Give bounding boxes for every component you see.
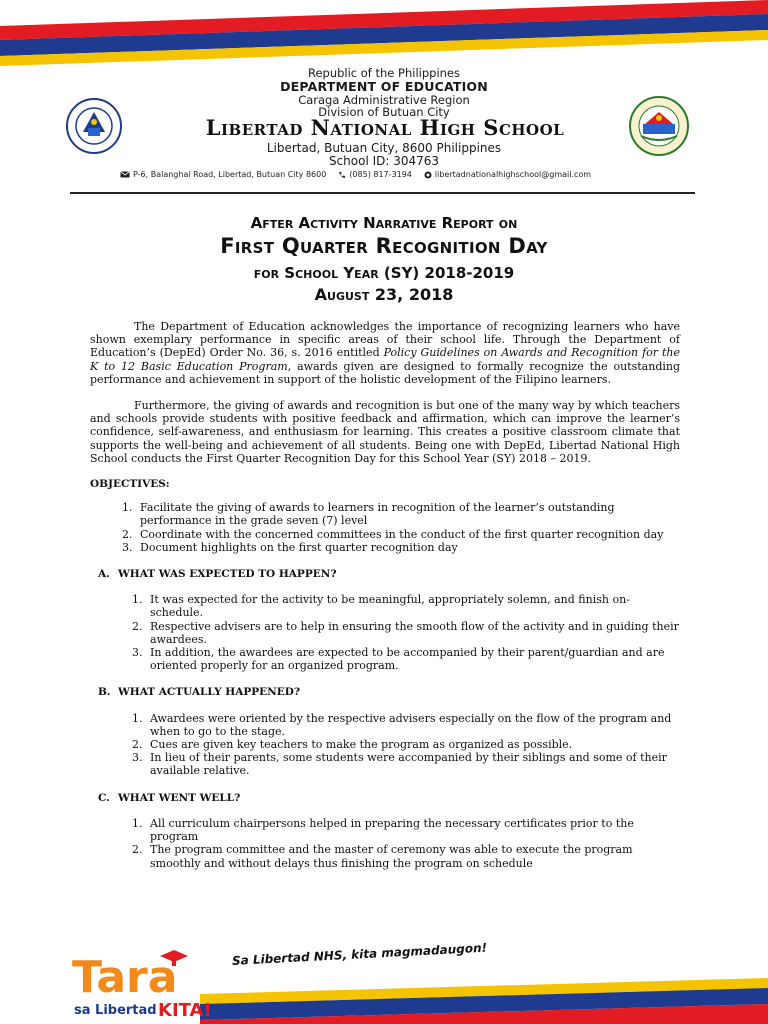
- list-item: 1. Awardees were oriented by the respective advisers especially on the flow of the program and when to go to the stage.: [146, 712, 680, 738]
- logo-big-text: Tara: [72, 952, 178, 1003]
- contact-line: [120, 170, 660, 179]
- list-item: 1. It was expected for the activity to be meaningful, appropriately solemn, and finish on-schedule.: [146, 593, 680, 619]
- contact-email-text: libertadnationalhighschool@gmail.com: [434, 170, 592, 179]
- list-item: 3. In lieu of their parents, some students were accompanied by their siblings and some of their available relative.: [146, 751, 680, 777]
- section-letter: C.: [98, 791, 110, 804]
- section-title: WHAT WENT WELL?: [118, 791, 241, 804]
- section-b-list: [90, 712, 680, 778]
- division-text: Division of Butuan City: [318, 105, 450, 119]
- paragraph-1-part-b: , awards given are designed to formally recognize the outstanding performance and achievement in support of the holistic development of the Filipino learners.: [90, 359, 680, 386]
- contact-address-text: P-6, Balanghai Road, Libertad, Butuan City 8600: [133, 170, 327, 179]
- list-item: 3. In addition, the awardees are expected to be accompanied by their parent/guardian and are oriented properly for an organized program.: [146, 646, 680, 672]
- department-text: DEPARTMENT OF EDUCATION: [280, 79, 488, 94]
- list-item: 2. The program committee and the master of ceremony was able to execute the program smoothly and without delays thus finishing the program on schedule: [146, 843, 680, 869]
- school-name: Libertad National High School: [205, 115, 565, 140]
- section-a-list: [90, 593, 680, 672]
- envelope-icon: [120, 171, 130, 178]
- contact-phone-text: (085) 817-3194: [349, 170, 412, 179]
- section-c-heading: [98, 792, 680, 805]
- section-c-list: [90, 817, 680, 870]
- logo-small-text: sa Libertad: [74, 1003, 157, 1018]
- logo-kita-text: KITA!: [158, 1000, 212, 1020]
- report-title-date: August 23, 2018: [314, 285, 454, 304]
- paragraph-1-italic: Policy Guidelines on Awards and Recognition for the K to 12 Basic Education Program: [90, 346, 680, 373]
- section-letter: B.: [98, 686, 111, 699]
- email-at-icon: [424, 171, 432, 179]
- list-item: 1. Facilitate the giving of awards to learners in recognition of the learner’s outstanding performance in the grade seven (7) level: [136, 501, 680, 527]
- contact-address: [120, 170, 326, 179]
- report-title-line1: After Activity Narrative Report on: [250, 214, 518, 232]
- list-item: 1. All curriculum chairpersons helped in preparing the necessary certificates prior to the program: [146, 817, 680, 843]
- section-title: WHAT WAS EXPECTED TO HAPPEN?: [118, 568, 337, 581]
- list-item: 2. Cues are given key teachers to make the program as organized as possible.: [146, 738, 680, 751]
- school-id: School ID: 304763: [328, 154, 440, 168]
- report-title-school-year: for School Year (SY) 2018-2019: [253, 264, 515, 282]
- contact-email: [424, 170, 591, 179]
- section-b-heading: [98, 686, 680, 699]
- paragraph-1-part-a: The Department of Education acknowledges the importance of recognizing learners who have shown exemplary performance in specific areas of their school life. Through the Department of Education’s (DepEd) Order No. 36, s. 2016 entitled: [90, 320, 680, 360]
- contact-phone: [338, 170, 412, 179]
- footer-slogan: Sa Libertad NHS, kita magmadaugon!: [231, 940, 488, 968]
- objectives-list: [90, 501, 680, 554]
- paragraph-1: [90, 320, 680, 386]
- list-item: 3. Document highlights on the first quarter recognition day: [136, 541, 680, 554]
- region-text: Caraga Administrative Region: [298, 93, 470, 107]
- section-title: WHAT ACTUALLY HAPPENED?: [118, 686, 301, 699]
- header-divider: [70, 192, 695, 194]
- republic-text: Republic of the Philippines: [307, 66, 461, 80]
- objectives-heading: OBJECTIVES:: [90, 478, 170, 491]
- division-seal-icon: [629, 96, 689, 156]
- school-address: Libertad, Butuan City, 8600 Philippines: [266, 141, 502, 155]
- paragraph-2: Furthermore, the giving of awards and recognition is but one of the many way by which teachers and schools provide students with positive feedback and affirmation, which can improve the learner’s confidence, self-awareness, and enthusiasm for learning. This creates a positive classroom climate that supports the well-being and achievement of all students. Being one with DepEd, Libertad National High School conducts the First Quarter Recognition Day for this School Year (SY) 2018 – 2019.: [90, 399, 680, 465]
- tara-logo-icon: [72, 948, 222, 1020]
- section-a-heading: [98, 568, 680, 581]
- top-flag-stripes: [0, 0, 768, 70]
- section-letter: A.: [98, 568, 110, 581]
- report-body: [90, 320, 680, 884]
- list-item: 2. Respective advisers are to help in ensuring the smooth flow of the activity and in guiding their awardees.: [146, 620, 680, 646]
- phone-icon: [338, 171, 346, 179]
- list-item: 2. Coordinate with the concerned committees in the conduct of the first quarter recognition day: [136, 528, 680, 541]
- report-title-main: First Quarter Recognition Day: [220, 234, 548, 258]
